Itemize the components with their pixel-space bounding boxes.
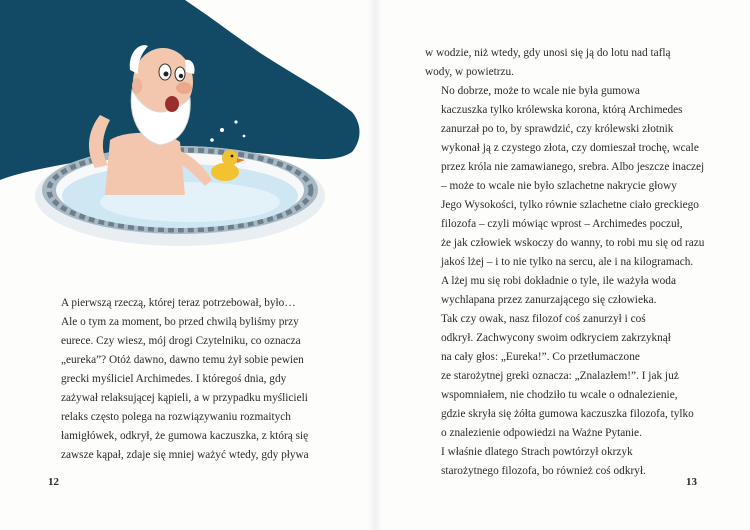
text-line: ze starożytnej greki oznacza: „Znalazłem!”. I jak już <box>441 370 679 382</box>
text-line: starożytnego filozofa, bo również coś odkrył. <box>441 465 646 477</box>
text-line: że jak człowiek wskoczy do wanny, to robi mu się od razu <box>441 237 705 249</box>
text-line: wykonał ją z czystego złota, czy domieszał trochę, wcale <box>441 142 699 154</box>
text-line: Ale o tym za moment, bo przed chwilą byliśmy przy <box>61 316 299 328</box>
paragraph <box>425 82 710 310</box>
text-line: zanurzał po to, by sprawdzić, czy królewski złotnik <box>441 123 674 135</box>
text-line: na cały głos: „Eureka!”. Co przetłumaczone <box>441 351 640 363</box>
text-line: w wodzie, niż wtedy, gdy unosi się ją do lotu nad taflą <box>425 47 671 59</box>
text-line: A pierwszą rzeczą, której teraz potrzebował, było… <box>61 297 296 309</box>
text-line: I właśnie dlatego Strach powtórzył okrzyk <box>441 446 633 458</box>
text-line: wody, w powietrzu. <box>425 66 514 78</box>
text-line: zażywał relaksującej kąpieli, a w przypadku myślicieli <box>61 392 308 404</box>
text-line: łamigłówek, odkrył, że gumowa kaczuszka, z którą się <box>61 430 309 442</box>
text-line: wychlapana przez zanurzającego się człowieka. <box>441 294 657 306</box>
text-line: A lżej mu się robi dokładnie o tyle, ile ważyła woda <box>441 275 676 287</box>
text-line: o znalezienie odpowiedzi na Ważne Pytanie. <box>441 427 642 439</box>
text-line: kaczuszka tylko królewska korona, którą Archimedes <box>441 104 683 116</box>
text-line: Jego Wysokości, tylko równie szlachetne ciało greckiego <box>441 199 699 211</box>
text-line: No dobrze, może to wcale nie była gumowa <box>441 85 640 97</box>
paragraph <box>45 294 330 313</box>
text-line: odkrył. Zachwycony swoim odkryciem zakrzyknął <box>441 332 671 344</box>
text-line: wspomniałem, nie chodziło tu wcale o odnalezienie, <box>441 389 678 401</box>
text-line: relaks często polega na rozwiązywaniu rozmaitych <box>61 411 291 423</box>
text-line: „eureka”? Otóż dawno, dawno temu żył sobie pewien <box>61 354 304 366</box>
paragraph <box>425 443 710 481</box>
left-page-text <box>45 294 330 465</box>
text-line: przez króla nie zamawianego, srebra. Albo jeszcze inaczej <box>441 161 705 173</box>
text-line: grecki myśliciel Archimedes. I któregoś dnia, gdy <box>61 373 287 385</box>
text-line: filozofa – czyli mówiąc wprost – Archimedes poczuł, <box>441 218 683 230</box>
paragraph <box>425 310 710 443</box>
paragraph <box>425 44 710 82</box>
paragraph <box>45 313 330 465</box>
text-line: gdzie skryła się żółta gumowa kaczuszka filozofa, tylko <box>441 408 694 420</box>
text-line: – może to wcale nie było szlachetne nakrycie głowy <box>441 180 677 192</box>
text-line: Tak czy owak, nasz filozof coś zanurzył i coś <box>441 313 646 325</box>
text-line: eurece. Czy wiesz, mój drogi Czytelniku, co oznacza <box>61 335 301 347</box>
text-line: zawsze kąpał, zdaje się mniej ważyć wtedy, gdy pływa <box>61 449 309 461</box>
right-page-text <box>425 44 710 481</box>
text-line: jakoś lżej – i to nie tylko na sercu, ale i na kilogramach. <box>441 256 694 268</box>
page-number-left: 12 <box>48 476 59 488</box>
archimedes-illustration <box>0 0 375 300</box>
page-number-right: 13 <box>686 476 697 488</box>
